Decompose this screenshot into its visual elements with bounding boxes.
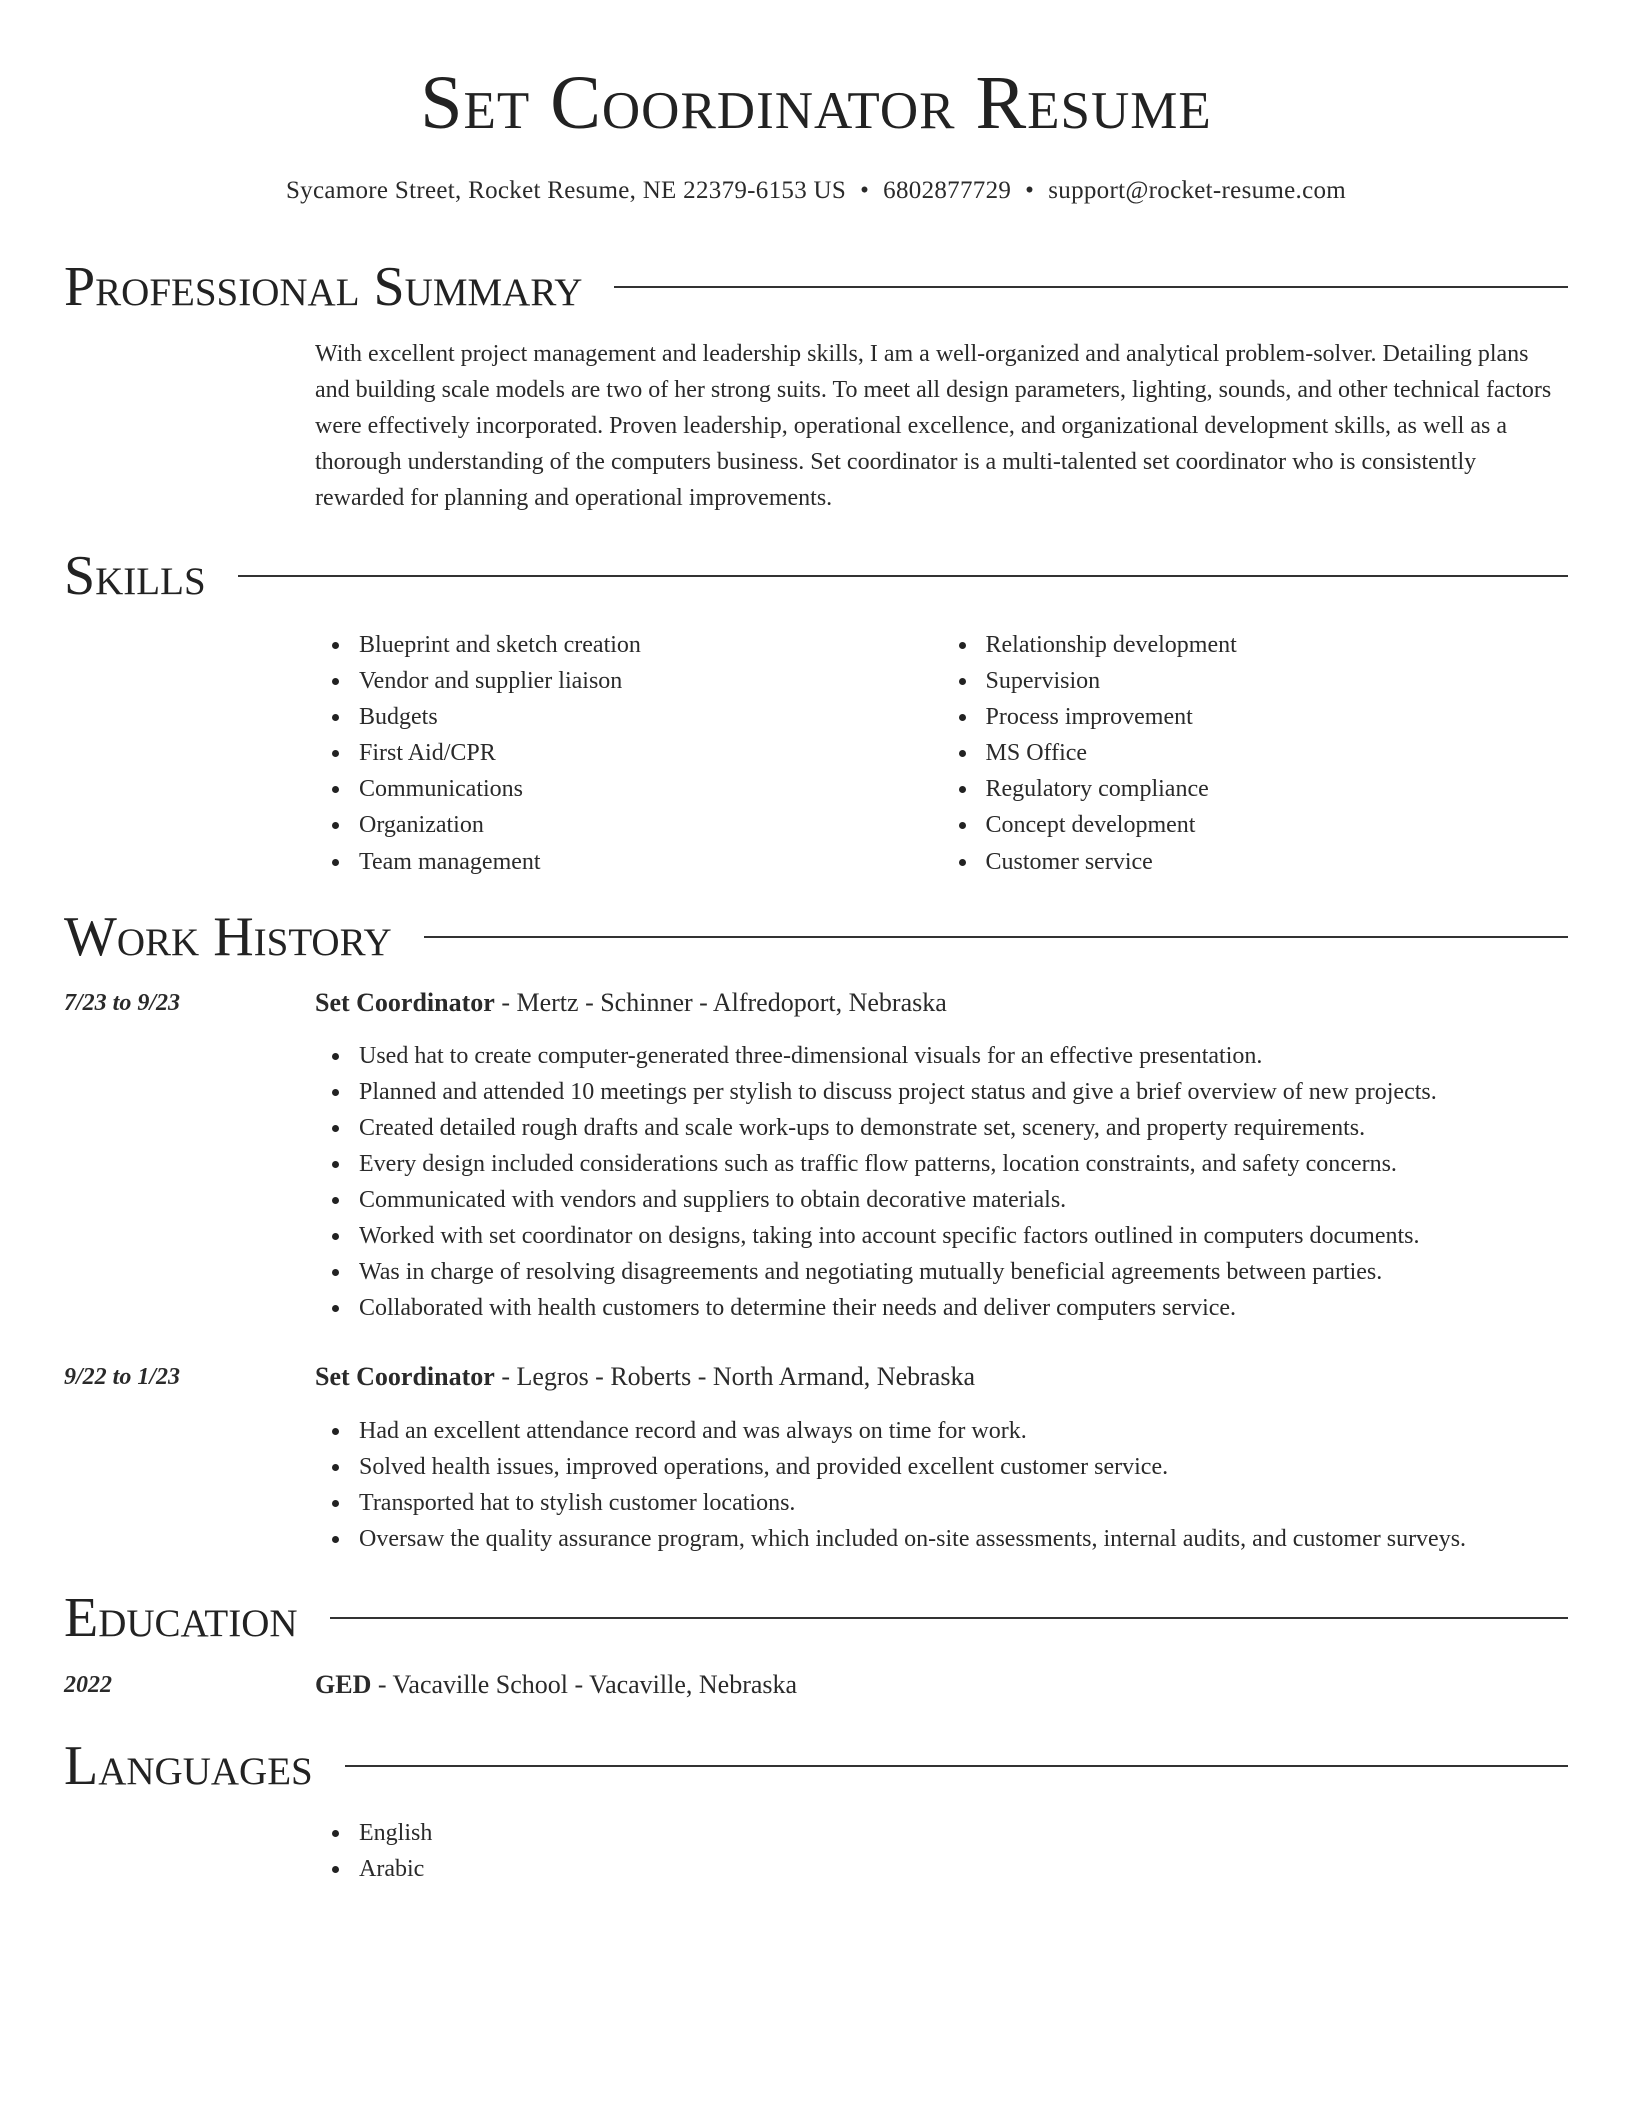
job-bullets (315, 1413, 1568, 1557)
job-bullet: Transported hat to stylish customer locations. (359, 1485, 1568, 1521)
summary-text: With excellent project management and leadership skills, I am a well-organized and analytical problem-solver. Detailing plans and building scale models are two of her strong suits. To meet all design parameters, lighting, sounds, and other technical factors were effectively incorporated. Proven leadership, operational excellence, and organizational development skills, as well as a thorough understanding of the computers business. Set coordinator is a multi-talented set coordinator who is consistently rewarded for planning and operational improvements. (315, 341, 1552, 511)
skill-item: Blueprint and sketch creation (359, 627, 942, 663)
education-line (315, 1667, 1568, 1703)
skill-item: Team management (359, 844, 942, 880)
skill-item: Communications (359, 771, 942, 807)
section-divider (345, 1765, 1568, 1767)
job-dates: 9/22 to 1/23 (64, 1364, 181, 1390)
education-details: - Vacaville School - Vacaville, Nebraska (371, 1670, 798, 1699)
separator: • (860, 177, 870, 204)
job-bullet: Planned and attended 10 meetings per stylish to discuss project status and give a brief overview of new projects. (359, 1074, 1568, 1110)
job-title: Set Coordinator (315, 1362, 495, 1391)
job-entry (315, 1359, 1568, 1395)
job-title-line (315, 985, 1568, 1021)
education-degree: GED (315, 1670, 372, 1699)
job-bullet: Created detailed rough drafts and scale work-ups to demonstrate set, scenery, and property requirements. (359, 1110, 1568, 1146)
job-title-line (315, 1359, 1568, 1395)
work-heading: Work History (64, 906, 392, 968)
email: support@rocket-resume.com (1048, 177, 1347, 204)
resume-title: Set Coordinator Resume (420, 61, 1212, 145)
summary-heading: Professional Summary (64, 256, 583, 318)
education-entry (315, 1667, 1568, 1703)
education-year: 2022 (64, 1672, 112, 1698)
skill-item: Relationship development (986, 627, 1569, 663)
job-bullet: Oversaw the quality assurance program, which included on-site assessments, internal audits, and customer surveys. (359, 1521, 1568, 1557)
job-bullet: Had an excellent attendance record and was always on time for work. (359, 1413, 1568, 1449)
skills-column-left (315, 627, 942, 880)
section-divider (614, 286, 1568, 288)
skill-item: MS Office (986, 735, 1569, 771)
languages-list (315, 1815, 1568, 1887)
languages-heading: Languages (64, 1735, 313, 1797)
language-item: English (359, 1815, 1568, 1851)
job-title: Set Coordinator (315, 988, 495, 1017)
skill-item: First Aid/CPR (359, 735, 942, 771)
job-bullet: Every design included considerations such as traffic flow patterns, location constraints, and safety concerns. (359, 1146, 1568, 1182)
section-divider (424, 936, 1568, 938)
skill-item: Budgets (359, 699, 942, 735)
summary-section-header (64, 255, 1568, 319)
skills-list (315, 627, 1568, 880)
phone: 6802877729 (883, 177, 1012, 204)
education-section-header (64, 1586, 1568, 1650)
contact-line (0, 174, 1632, 208)
skill-item: Supervision (986, 663, 1569, 699)
job-bullet: Worked with set coordinator on designs, taking into account specific factors outlined in computers documents. (359, 1218, 1568, 1254)
skill-item: Customer service (986, 844, 1569, 880)
skills-section-header (64, 544, 1568, 608)
job-details: - Legros - Roberts - North Armand, Nebraska (494, 1362, 975, 1391)
address: Sycamore Street, Rocket Resume, NE 22379-6153 US (285, 177, 847, 204)
skills-column-right (942, 627, 1569, 880)
separator: • (1025, 177, 1035, 204)
job-bullet: Solved health issues, improved operations, and provided excellent customer service. (359, 1449, 1568, 1485)
skill-item: Process improvement (986, 699, 1569, 735)
job-bullet: Was in charge of resolving disagreements and negotiating mutually beneficial agreements between parties. (359, 1254, 1568, 1290)
job-bullet: Collaborated with health customers to determine their needs and deliver computers service. (359, 1290, 1568, 1326)
summary-block (315, 336, 1568, 516)
job-entry (315, 985, 1568, 1021)
job-details: - Mertz - Schinner - Alfredoport, Nebraska (494, 988, 947, 1017)
skill-item: Concept development (986, 807, 1569, 843)
skill-item: Organization (359, 807, 942, 843)
skills-heading: Skills (64, 545, 206, 607)
education-heading: Education (64, 1587, 298, 1649)
section-divider (330, 1617, 1568, 1619)
skill-item: Vendor and supplier liaison (359, 663, 942, 699)
language-item: Arabic (359, 1851, 1568, 1887)
skill-item: Regulatory compliance (986, 771, 1569, 807)
job-bullets (315, 1038, 1568, 1326)
job-dates: 7/23 to 9/23 (64, 990, 181, 1016)
job-bullet: Used hat to create computer-generated three-dimensional visuals for an effective presentation. (359, 1038, 1568, 1074)
work-section-header (64, 905, 1568, 969)
section-divider (238, 575, 1568, 577)
languages-section-header (64, 1734, 1568, 1798)
job-bullet: Communicated with vendors and suppliers to obtain decorative materials. (359, 1182, 1568, 1218)
